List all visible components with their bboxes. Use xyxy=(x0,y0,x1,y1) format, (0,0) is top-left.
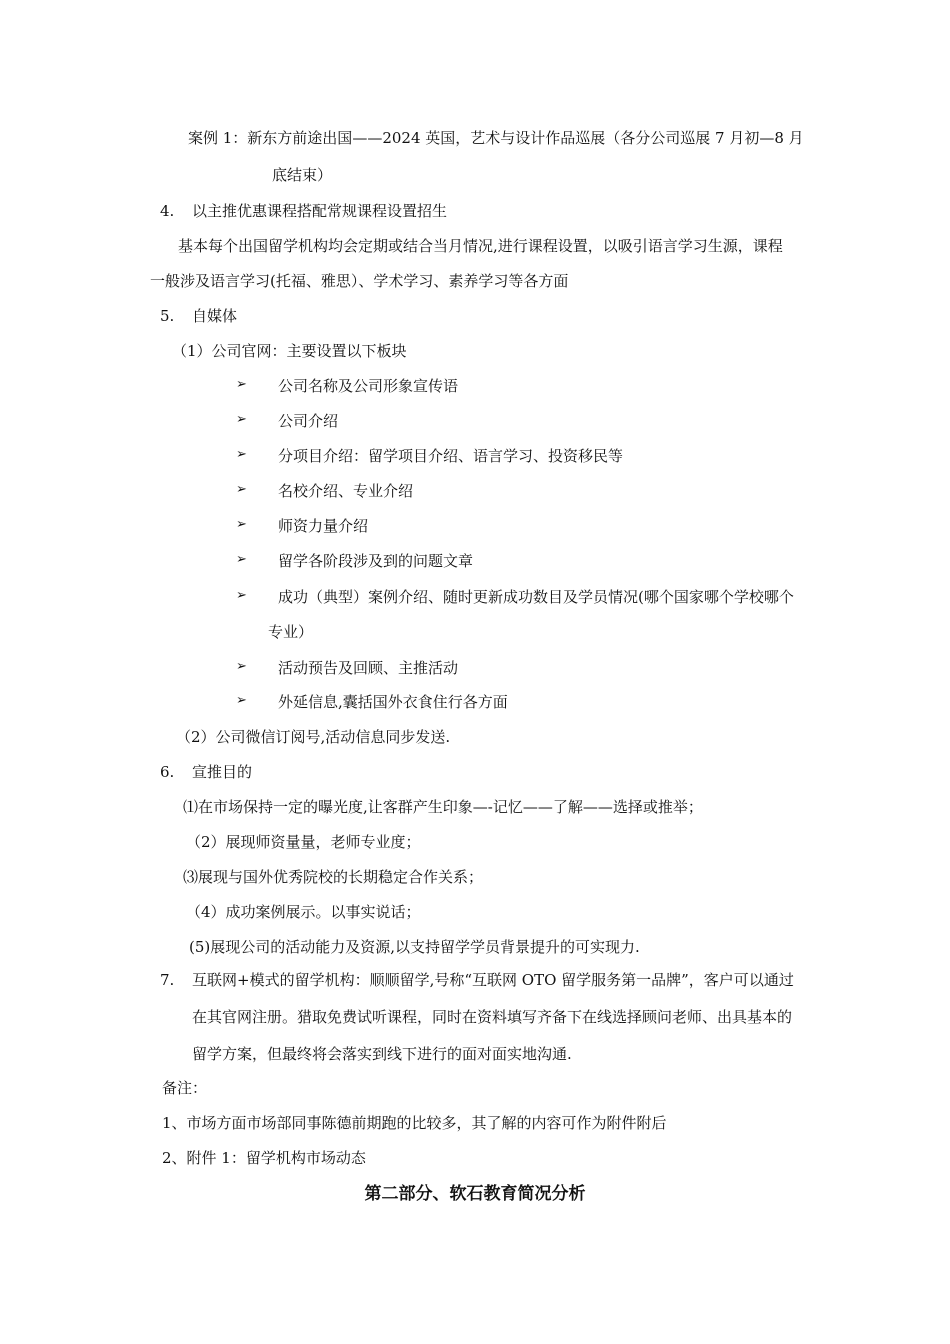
website-section-item: 公司名称及公司形象宣传语 xyxy=(278,377,459,395)
item-6-heading xyxy=(160,762,252,782)
purpose-point-4: （4）成功案例展示。以事实说话； xyxy=(186,903,421,921)
item-4-heading xyxy=(160,201,447,221)
website-section-item: 成功（典型）案例介绍、随时更新成功数目及学员情况(哪个国家哪个学校哪个 xyxy=(278,588,794,606)
item-7-line-2: 在其官网注册。猎取免费试听课程，同时在资料填写齐备下在线选择顾问老师、出具基本的 xyxy=(192,1008,793,1026)
purpose-point-3: ⑶展现与国外优秀院校的长期稳定合作关系； xyxy=(183,868,484,886)
bullet-arrow-icon: ➢ xyxy=(236,517,247,532)
remarks-label: 备注： xyxy=(162,1079,208,1097)
case-line-1: 案例 1：新东方前途出国——2024 英国，艺术与设计作品巡展（各分公司巡展 7 月初—8 月 xyxy=(188,129,804,147)
item-6-title: 宣推目的 xyxy=(192,763,253,781)
website-section-item: 名校介绍、专业介绍 xyxy=(278,482,414,500)
item-5-sub-1: （1）公司官网：主要设置以下板块 xyxy=(172,342,407,360)
remark-note-1: 1、市场方面市场部同事陈德前期跑的比较多，其了解的内容可作为附件附后 xyxy=(162,1114,667,1132)
item-7-line-3: 留学方案，但最终将会落实到线下进行的面对面实地沟通. xyxy=(192,1045,572,1063)
purpose-point-5: (5)展现公司的活动能力及资源,以支持留学学员背景提升的可实现力. xyxy=(189,938,640,956)
bullet-arrow-icon: ➢ xyxy=(236,412,247,427)
website-section-item: 分项目介绍：留学项目介绍、语言学习、投资移民等 xyxy=(278,447,624,465)
bullet-arrow-icon: ➢ xyxy=(236,693,247,708)
bullet-7-continuation: 专业） xyxy=(268,623,314,641)
bullet-arrow-icon: ➢ xyxy=(236,552,247,567)
website-section-item: 公司介绍 xyxy=(278,412,339,430)
item-7-text-1: 互联网+模式的留学机构：顺顺留学,号称“互联网 OTO 留学服务第一品牌”，客户可以通过 xyxy=(192,971,794,989)
bullet-arrow-icon: ➢ xyxy=(236,447,247,462)
item-4-paragraph-line-1: 基本每个出国留学机构均会定期或结合当月情况,进行课程设置，以吸引语言学习生源，课程 xyxy=(178,237,783,255)
purpose-point-2: （2）展现师资量量，老师专业度； xyxy=(186,833,421,851)
bullet-arrow-icon: ➢ xyxy=(236,588,247,603)
remark-note-2: 2、附件 1：留学机构市场动态 xyxy=(162,1149,366,1167)
website-section-item: 活动预告及回顾、主推活动 xyxy=(278,659,459,677)
bullet-arrow-icon: ➢ xyxy=(236,659,247,674)
section-heading: 第二部分、软石教育简况分析 xyxy=(364,1184,586,1204)
bullet-arrow-icon: ➢ xyxy=(236,482,247,497)
item-5-sub-2: （2）公司微信订阅号,活动信息同步发送. xyxy=(176,728,451,746)
item-4-paragraph-line-2: 一般涉及语言学习(托福、雅思）、学术学习、素养学习等各方面 xyxy=(150,272,569,290)
item-5-number: 5. xyxy=(160,307,175,325)
item-4-number: 4. xyxy=(160,202,175,220)
item-4-title: 以主推优惠课程搭配常规课程设置招生 xyxy=(192,202,448,220)
item-7-number: 7. xyxy=(160,971,175,989)
item-5-heading xyxy=(160,306,237,326)
website-section-item: 留学各阶段涉及到的问题文章 xyxy=(278,552,474,570)
website-section-item: 师资力量介绍 xyxy=(278,517,369,535)
item-7-line-1 xyxy=(160,970,794,990)
case-line-2: 底结束） xyxy=(272,166,333,184)
item-6-number: 6. xyxy=(160,763,175,781)
purpose-point-1: ⑴在市场保持一定的曝光度,让客群产生印象—-记忆——了解——选择或推举； xyxy=(183,798,703,816)
bullet-arrow-icon: ➢ xyxy=(236,377,247,392)
item-5-title: 自媒体 xyxy=(192,307,238,325)
website-section-item: 外延信息,囊括国外衣食住行各方面 xyxy=(278,693,508,711)
